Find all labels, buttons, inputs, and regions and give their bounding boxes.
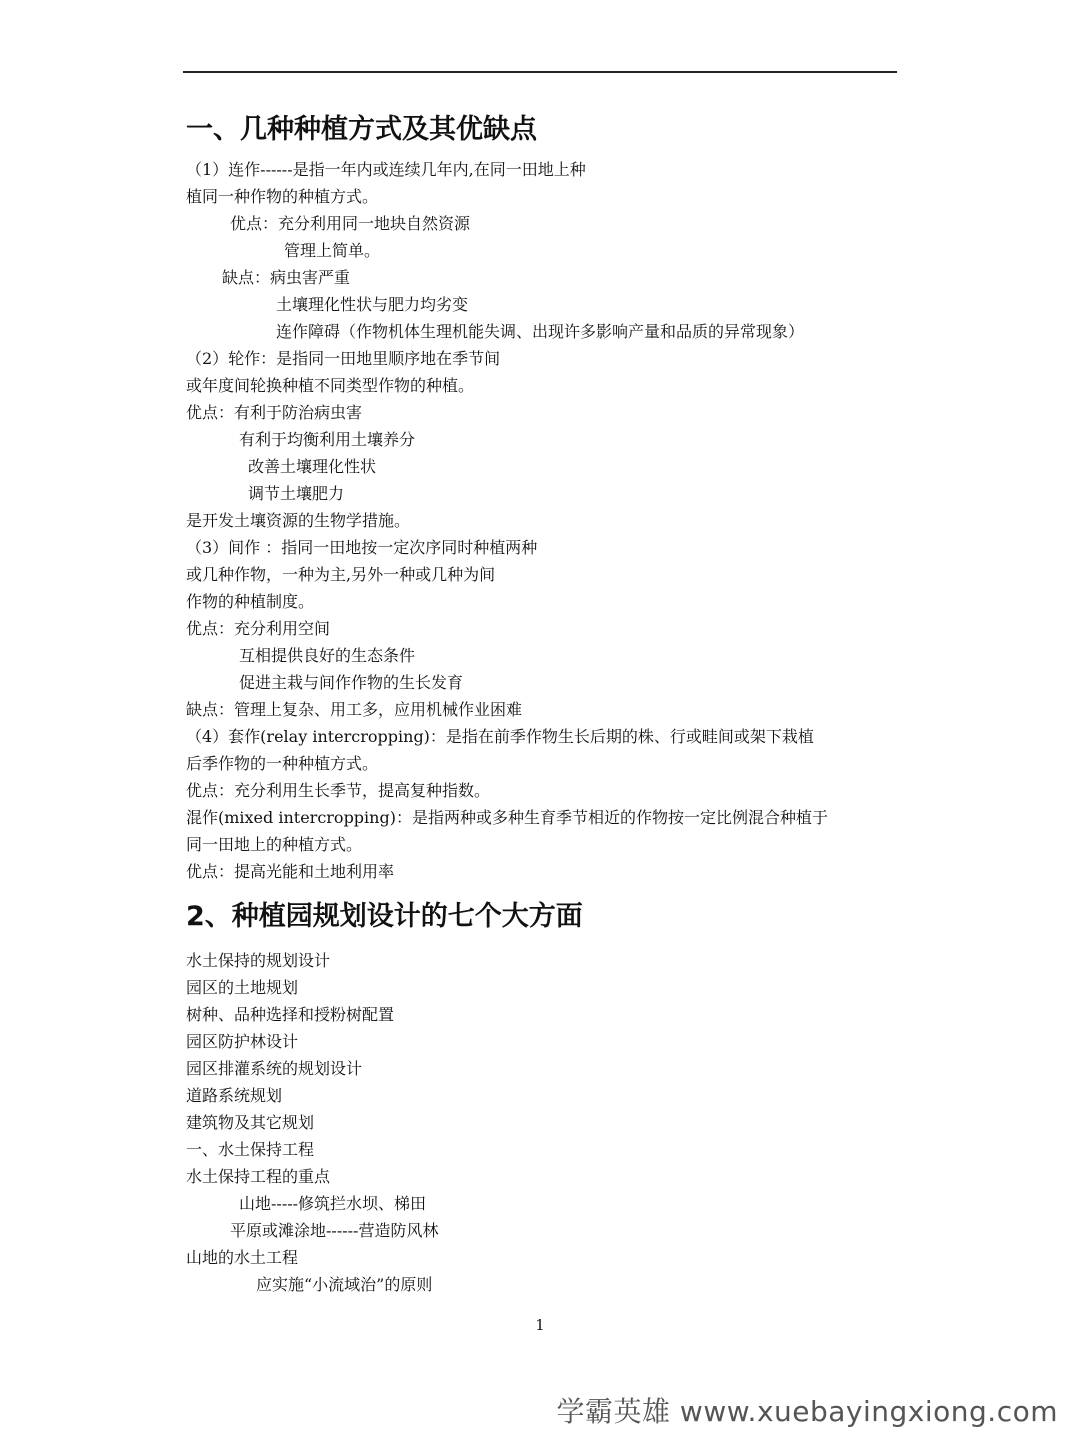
text-line: 优点：充分利用空间 [186, 619, 331, 638]
text-line: 园区排灌系统的规划设计 [186, 1059, 363, 1078]
text-line: 山地-----修筑拦水坝、梯田 [239, 1194, 427, 1213]
text-line: 山地的水土工程 [186, 1248, 299, 1267]
text-line: 建筑物及其它规划 [186, 1113, 315, 1132]
header-rule [183, 71, 897, 73]
text-line: 水土保持的规划设计 [186, 951, 331, 970]
watermark: 学霸英雄 www.xuebayingxiong.com [556, 1395, 1058, 1428]
text-line: 缺点：病虫害严重 [222, 268, 351, 287]
text-line: 作物的种植制度。 [186, 592, 315, 611]
text-line: 有利于均衡利用土壤养分 [239, 430, 416, 449]
text-line: （3）间作 ：指同一田地按一定次序同时种植两种 [186, 538, 538, 557]
text-line: 同一田地上的种植方式。 [186, 835, 363, 854]
text-line: 优点：有利于防治病虫害 [186, 403, 363, 422]
text-line: （4）套作(relay intercropping)：是指在前季作物生长后期的株、行或畦间或架下栽植 [186, 727, 814, 746]
text-line: 调节土壤肥力 [248, 484, 345, 503]
text-line: （2）轮作：是指同一田地里顺序地在季节间 [186, 349, 501, 368]
document-body [186, 104, 900, 1298]
text-line: 或年度间轮换种植不同类型作物的种植。 [186, 376, 475, 395]
text-line: 园区防护林设计 [186, 1032, 299, 1051]
text-line: 应实施“小流域治”的原则 [256, 1275, 433, 1294]
text-line: 植同一种作物的种植方式。 [186, 187, 379, 206]
text-line: 优点：提高光能和土地利用率 [186, 862, 395, 881]
section1-heading: 一、几种种植方式及其优缺点 [186, 114, 537, 145]
text-line: 园区的土地规划 [186, 978, 299, 997]
text-line: 水土保持工程的重点 [186, 1167, 331, 1186]
text-line: 是开发土壤资源的生物学措施。 [186, 511, 411, 530]
text-line: 优点：充分利用同一地块自然资源 [230, 214, 471, 233]
text-line: 管理上简单。 [284, 241, 381, 260]
text-line: 或几种作物，一种为主,另外一种或几种为间 [186, 565, 496, 584]
text-line: 一、水土保持工程 [186, 1140, 315, 1159]
text-line: 道路系统规划 [186, 1086, 283, 1105]
text-line: 优点：充分利用生长季节，提高复种指数。 [186, 781, 491, 800]
text-line: 土壤理化性状与肥力均劣变 [276, 295, 469, 314]
text-line: 后季作物的一种种植方式。 [186, 754, 379, 773]
section2-heading: 2、种植园规划设计的七个大方面 [186, 901, 583, 932]
text-line: 混作(mixed intercropping)：是指两种或多种生育季节相近的作物按一定比例混合种植于 [186, 808, 828, 827]
text-line: 树种、品种选择和授粉树配置 [186, 1005, 395, 1024]
text-line: 缺点：管理上复杂、用工多，应用机械作业困难 [186, 700, 523, 719]
text-line: 连作障碍（作物机体生理机能失调、出现许多影响产量和品质的异常现象） [276, 322, 805, 341]
text-line: 平原或滩涂地------营造防风林 [230, 1221, 439, 1240]
page-number: 1 [535, 1316, 545, 1334]
text-line: 改善土壤理化性状 [248, 457, 377, 476]
text-line: （1）连作------是指一年内或连续几年内,在同一田地上种 [186, 160, 586, 179]
text-line: 促进主栽与间作作物的生长发育 [239, 673, 464, 692]
text-line: 互相提供良好的生态条件 [239, 646, 416, 665]
